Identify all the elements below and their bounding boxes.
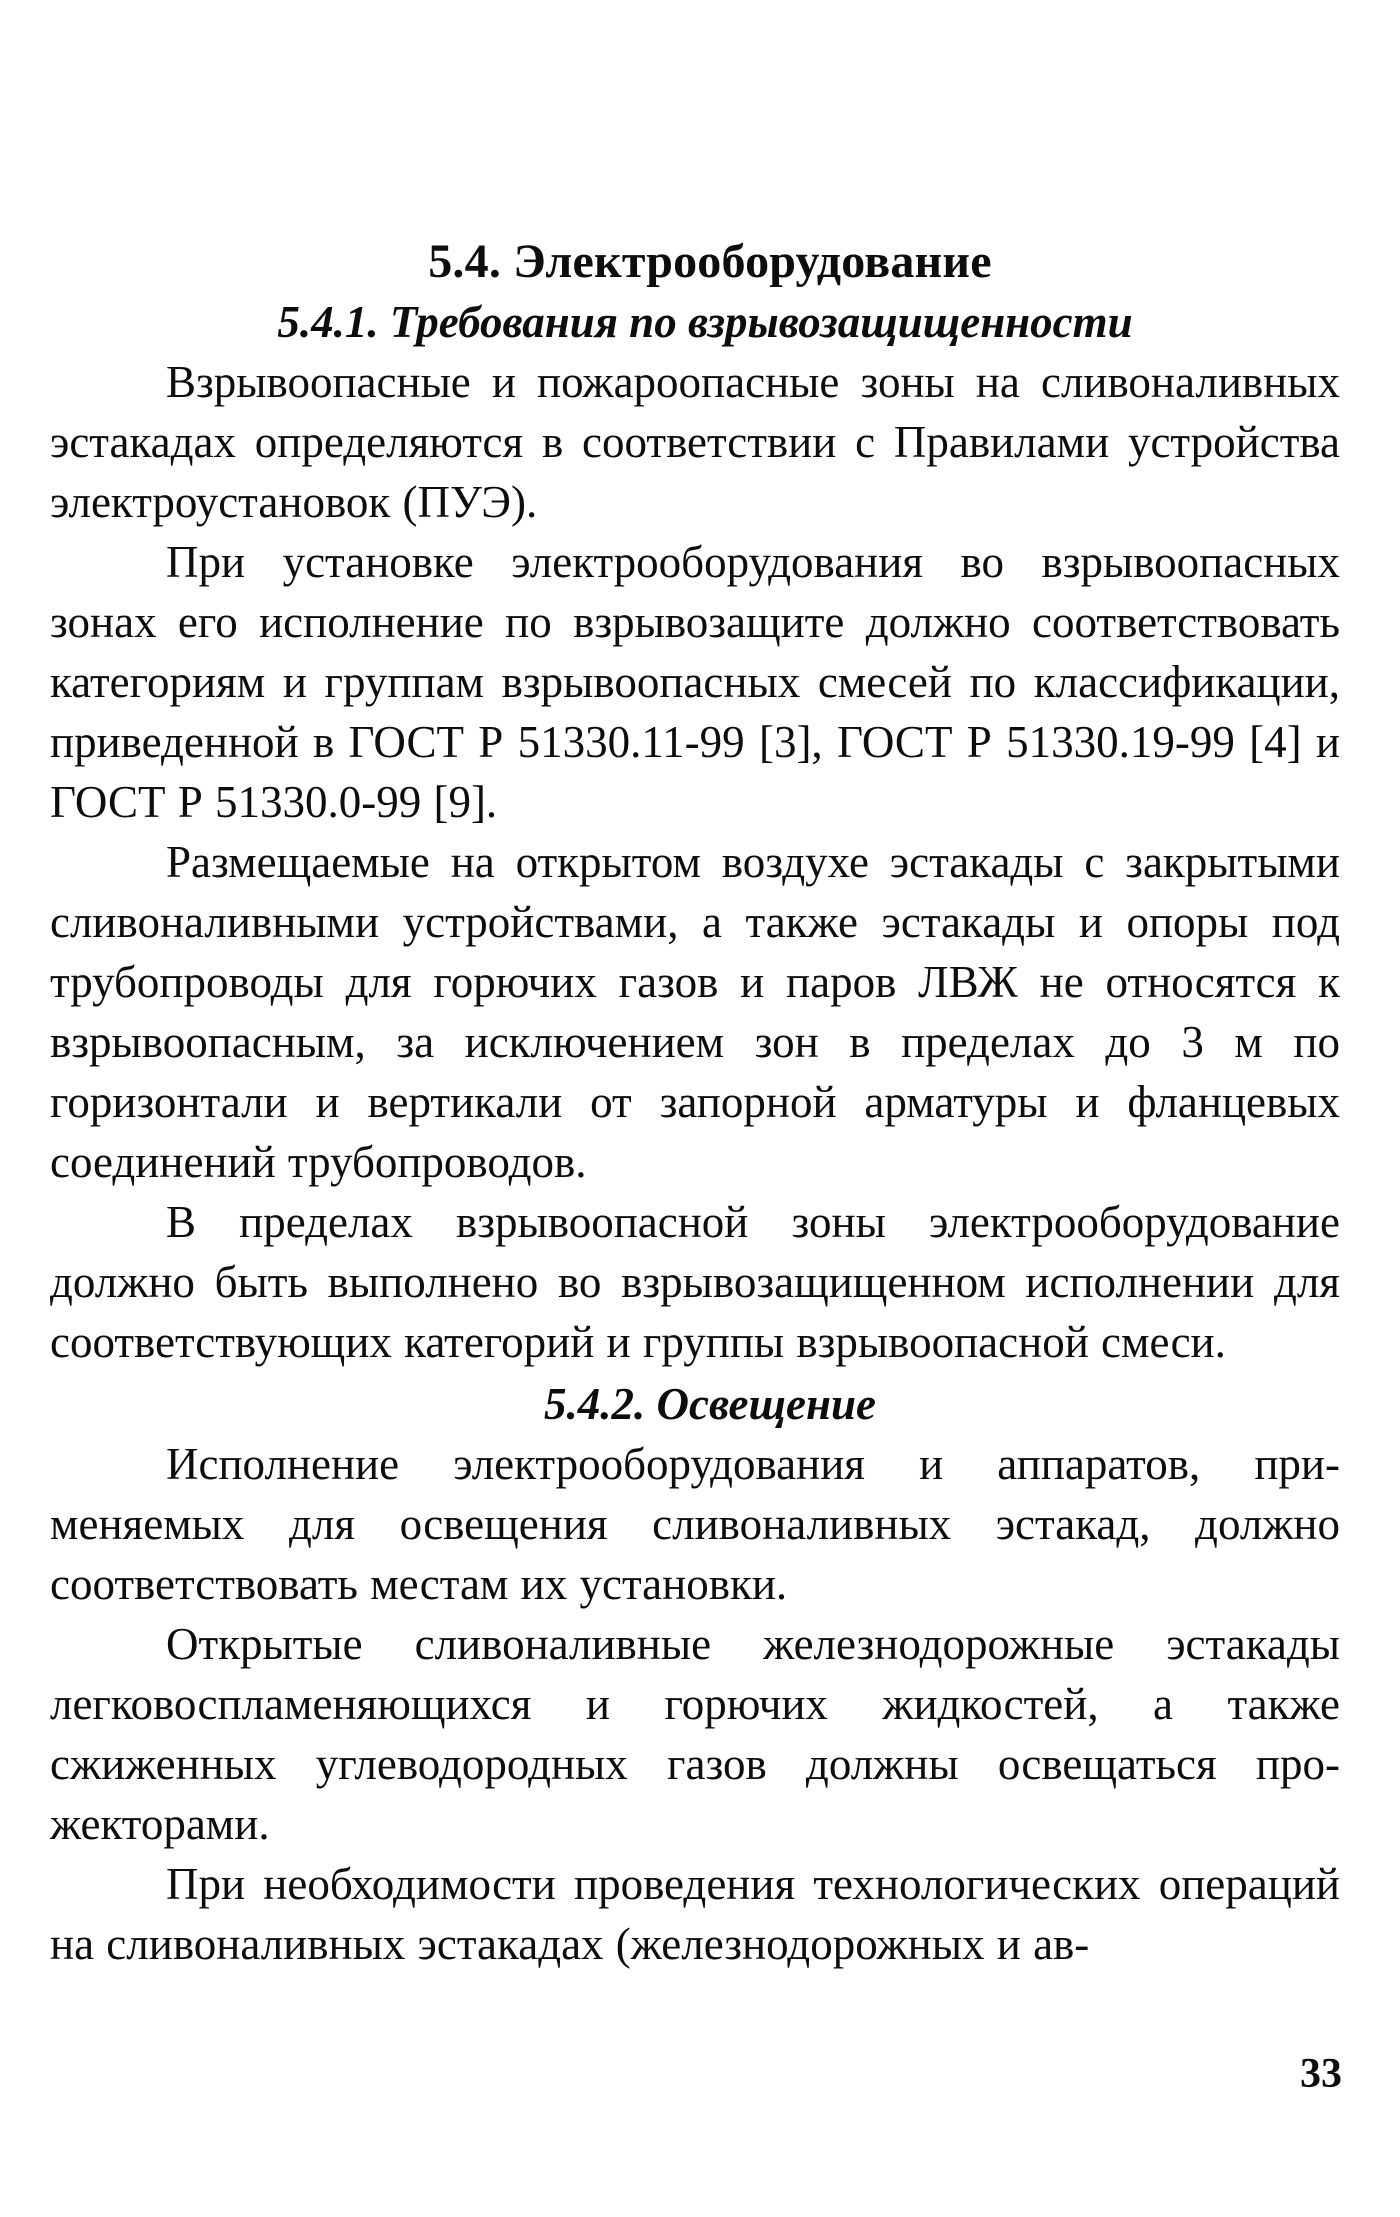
section-title: 5.4. Электрооборудование (428, 235, 992, 288)
subsection-title-lighting: 5.4.2. Освещение (544, 1379, 876, 1429)
paragraph: Размещаемые на открытом воздухе эстакады с закрытыми сливоналивными устройствами, а также эстакады и опоры под трубопроводы для горючих газов и паров ЛВЖ не относятся к взрывоопасным, за исключением зон в пределах до 3 м по горизонтали и вертикали от запорной арматуры и фланцевых соединений трубопроводов. (50, 837, 1340, 1187)
paragraph: Открытые сливоналивные железнодорожные эстакады легковоспламеняющихся и горючих жидкостей, а также сжиженных углеводородных газов должны освещаться прожекторами. (50, 1619, 1340, 1849)
paragraph: При необходимости проведения технологических операций на сливоналивных эстакадах (железнодорожных и ав- (50, 1859, 1340, 1969)
paragraph: В пределах взрывоопасной зоны электрооборудование должно быть выполнено во взрывозащищенном исполнении для соответствующих категорий и группы взрывоопасной смеси. (50, 1197, 1340, 1367)
subsection-title-requirements: 5.4.1. Требования по взрывозащищенности (277, 297, 1133, 347)
paragraph: Исполнение электрооборудования и аппаратов, применяемых для освещения сливоналивных эстакад, должно соответствовать местам их установки. (50, 1439, 1340, 1609)
paragraph: Взрывоопасные и пожароопасные зоны на сливоналивных эстакадах определяются в соответствии с Правилами устройства электроустановок (ПУЭ). (50, 357, 1340, 527)
page-body (50, 232, 1340, 1974)
page-number: 33 (1300, 2051, 1342, 2097)
paragraph: При установке электрооборудования во взрывоопасных зонах его исполнение по взрывозащите должно соответствовать категориям и группам взрывоопасных смесей по классификации, приведенной в ГОСТ Р 51330.11-99 [3], ГОСТ Р 51330.19-99 [4] и ГОСТ Р 51330.0-99 [9]. (50, 537, 1340, 827)
